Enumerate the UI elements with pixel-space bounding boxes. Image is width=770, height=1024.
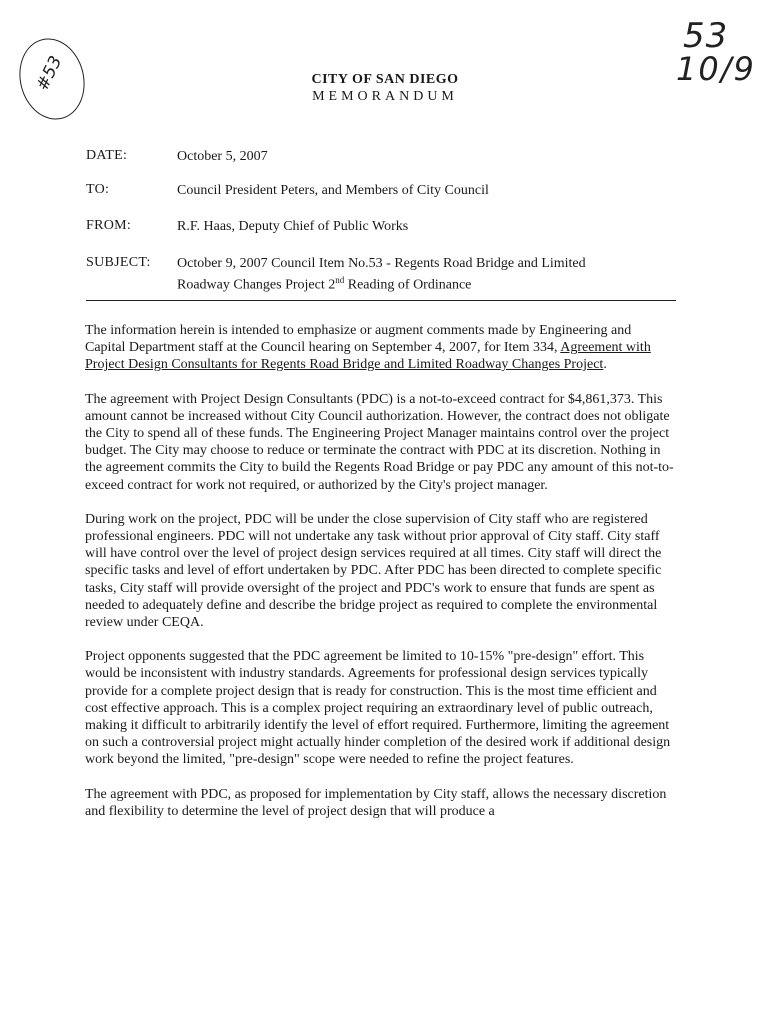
subject-line-2-tail: Reading of Ordinance [344, 277, 472, 293]
subject-line-1: October 9, 2007 Council Item No.53 - Regents Road Bridge and Limited [177, 256, 586, 271]
org-name: CITY OF SAN DIEGO [311, 72, 459, 87]
to-value: Council President Peters, and Members of City Council [177, 183, 489, 198]
handwritten-circle-text: #53 [32, 52, 67, 94]
paragraph-5: The agreement with PDC, as proposed for implementation by City staff, allows the necessary discretion and flexibility to determine the level of project design that will produce a [85, 786, 667, 819]
to-label: TO: [86, 182, 110, 197]
date-label: DATE: [86, 148, 128, 163]
paragraph-1-end: . [603, 357, 607, 373]
subject-value [177, 255, 586, 294]
paragraph-2: The agreement with Project Design Consultants (PDC) is a not-to-exceed contract for $4,861,373. This amount cannot be increased without City Council authorization. However, the contract does not obligate the City to spend all of these funds. The Engineering Project Manager maintains control over the project budget. The City may choose to reduce or terminate the contract with PDC at its discretion. Nothing in the agreement commits the City to build the Regents Road Bridge or pay PDC any amount of this not-to-exceed contract for work not required, or authorized by the City's project manager. [85, 391, 674, 493]
subject-label: SUBJECT: [86, 255, 151, 270]
memo-header [0, 72, 770, 105]
handwritten-date: 10/9 [676, 50, 756, 88]
from-value: R.F. Haas, Deputy Chief of Public Works [177, 219, 409, 234]
paragraph-4: Project opponents suggested that the PDC agreement be limited to 10-15% "pre-design" effort. This would be inconsistent with industry standards. Agreements for professional design services typically provide for a complete project design that is ready for construction. This is the most time efficient and cost effective approach. This is a complex project requiring an extraordinary level of public outreach, making it difficult to arbitrarily identify the level of effort required. Furthermore, limiting the agreement on such a controversial project might actually hinder completion of the desired work if additional design work beyond the limited, "pre-design" scope were needed to refine the project features. [85, 649, 671, 768]
memo-body [85, 322, 675, 837]
paragraph-1-text: The information herein is intended to emphasize or augment comments made by Engineering and Capital Department staff at the Council hearing on September 4, 2007, for Item 334, [85, 323, 632, 356]
subject-line-2 [177, 272, 586, 294]
ordinal-suffix: nd [335, 275, 345, 285]
agreement-title: Agreement with Project Design Consultants for Regents Road Bridge and Limited Roadway Changes Project [85, 340, 651, 373]
from-label: FROM: [86, 218, 132, 233]
header-divider [86, 300, 676, 301]
paragraph-1 [85, 322, 675, 374]
subject-line-2-text: Roadway Changes Project 2 [177, 277, 336, 293]
paragraph-3: During work on the project, PDC will be under the close supervision of City staff who are registered professional engineers. PDC will not undertake any task without prior approval of City staff. City staff will have control over the level of project design services required at all times. City staff will direct the specific tasks and level of effort undertaken by PDC. After PDC has been directed to complete specific tasks, City staff will provide oversight of the project and PDC's work to ensure that funds are spent as needed to adequately define and describe the bridge project as required to complete the environmental review under CEQA. [85, 511, 662, 631]
date-value: October 5, 2007 [177, 149, 268, 164]
handwritten-item-number: 53 [683, 16, 729, 56]
document-type: MEMORANDUM [312, 89, 458, 104]
